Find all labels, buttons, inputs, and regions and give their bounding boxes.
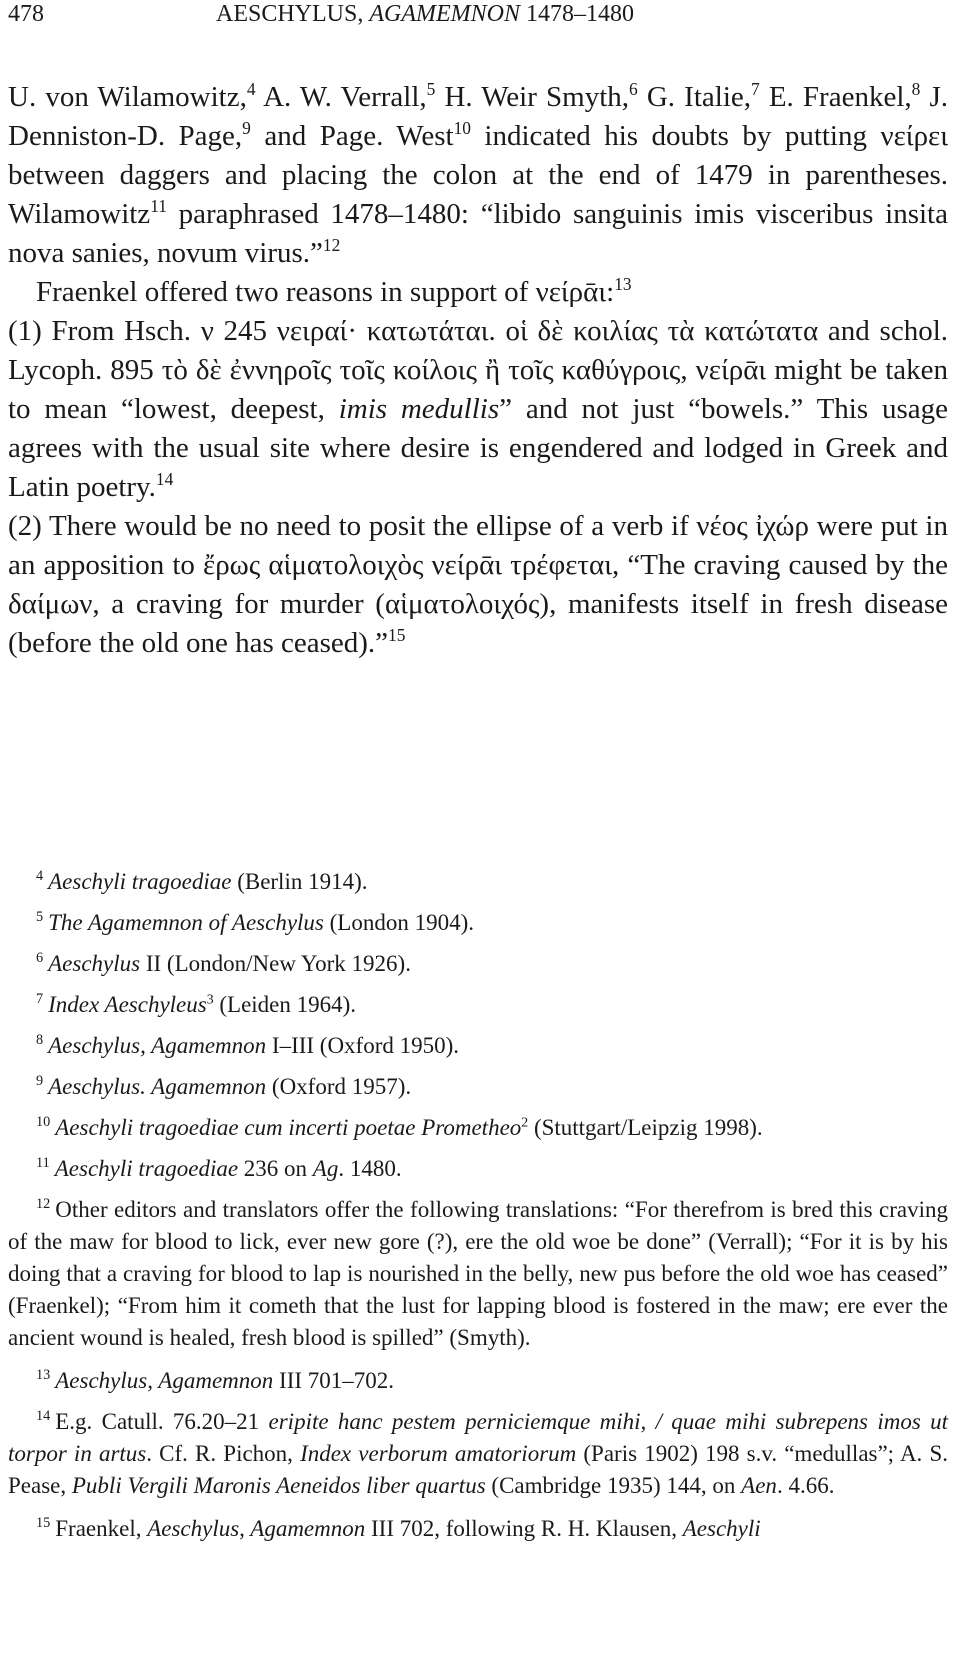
footnote-number: 12 [36,1196,51,1213]
footnote-text: (Paris 1902) 198 s.v. “medullas”; A. S. Pease, [8,1441,948,1498]
footnote-text: III 701–702. [273,1368,395,1393]
footnote-text: (London 1904). [323,910,475,935]
footnote-title: Publi Vergili Maronis Aeneidos liber quartus [71,1473,486,1498]
footnote-6 [8,948,948,980]
footnote-number: 4 [36,868,44,885]
footnote-4 [8,866,948,898]
footnote-title: The Agamemnon of Aeschylus [48,910,324,935]
paragraph-1 [8,78,948,273]
text-run: E. Fraenkel, [759,81,912,113]
text-run: H. Weir Smyth, [435,81,630,113]
footnote-7 [8,989,948,1021]
footnote-title: Aeschylus [48,951,141,976]
footnote-ref-6[interactable]: 6 [629,79,638,100]
footnote-text: Other editors and translators offer the following translations: “For therefrom is bred this craving of the maw for blood to lick, ever new gore (?), ere the old woe be done” (Verrall); “For it is by his doing that a craving for blood to lap is nourished in the belly, new pus before the old woe has ceased” (Fraenkel); “From him it cometh that the lust for lapping blood is fostered in the maw; ere ever the ancient wound is healed, fresh blood is spilled” (Smyth). [8,1197,948,1350]
text-run: U. von Wilamowitz, [8,81,247,113]
footnote-number: 11 [36,1155,50,1172]
footnote-abbrev: Ag [312,1156,339,1181]
footnote-number: 15 [36,1515,51,1532]
footnote-abbrev: Aen [741,1473,777,1498]
footnote-number: 8 [36,1032,44,1049]
footnote-text: (Leiden 1964). [213,992,357,1017]
text-run: (1) From Hsch. ν 245 νειραί· κατωτάται. οἱ δὲ κοιλίας τὰ κατώτατα and schol. Lycoph. 895 τὸ δὲ ἐννηροῖς τοῖς κοίλοις ἢ τοῖς καθύγροις, νείρᾱι might be taken to mean “lowest, deepest, [8,315,948,425]
text-run: paraphrased 1478–1480: “libido sanguinis imis visceribus insita nova sanies, novum virus.” [8,198,948,269]
footnote-ref-7[interactable]: 7 [751,79,760,100]
latin-quotation: eripite hanc pestem perniciemque mihi, / quae mihi subrepens imos ut torpor in artus [8,1409,948,1466]
footnote-11 [8,1153,948,1185]
footnote-text: . Cf. R. Pichon, [146,1441,301,1466]
footnote-number: 9 [36,1073,44,1090]
footnote-title: Aeschyli tragoediae [48,869,232,894]
footnote-number: 5 [36,909,44,926]
footnote-13 [8,1365,948,1397]
footnote-title: Aeschyli [682,1516,761,1541]
footnote-10 [8,1112,948,1144]
page-number: 478 [8,1,44,27]
footnote-number: 6 [36,950,44,967]
text-run: (2) There would be no need to posit the ellipse of a verb if νέος ἰχώρ were put in an apposition to ἔρως αἱματολοιχὸς νείρᾱι τρέφεται, “The craving caused by the δαίμων, a craving for murder (αἱματολοιχός), manifests itself in fresh disease (before the old one has ceased).” [8,510,948,659]
footnote-text: II (London/New York 1926). [140,951,411,976]
footnotes [8,866,948,1554]
text-run: indicated his doubts by putting νείρει between daggers and placing the colon at the end of 1479 in parentheses. Wilamowitz [8,120,949,230]
footnote-title: Index verborum amatoriorum [300,1441,577,1466]
footnote-text: (Oxford 1957). [266,1074,412,1099]
text-run: ” and not just “bowels.” This usage agrees with the usual site where desire is engendered and lodged in Greek and Latin poetry. [8,393,948,503]
footnote-ref-15[interactable]: 15 [388,625,406,646]
footnote-ref-10[interactable]: 10 [453,118,471,139]
footnote-number: 14 [36,1408,51,1425]
footnote-ref-11[interactable]: 11 [150,196,167,217]
footnote-text: . 4.66. [776,1473,835,1498]
footnote-9 [8,1071,948,1103]
footnote-title: Aeschylus. Agamemnon [48,1074,267,1099]
footnote-5 [8,907,948,939]
running-title-lines: 1478–1480 [520,1,635,27]
edition-superscript: 2 [521,1114,529,1130]
footnote-ref-5[interactable]: 5 [426,79,436,100]
paragraph-2 [8,273,948,312]
footnote-title: Aeschyli tragoediae cum incerti poetae Prometheo [55,1115,522,1140]
footnote-number: 10 [36,1114,51,1131]
running-title [216,0,634,28]
footnote-title: Aeschylus, Agamemnon [48,1033,267,1058]
footnote-14 [8,1406,948,1502]
text-run: A. W. Verrall, [255,81,427,113]
footnote-text: Fraenkel, [55,1516,148,1541]
footnote-text: III 702, following R. H. Klausen, [365,1516,683,1541]
text-run: G. Italie, [637,81,751,113]
footnote-15 [8,1513,948,1545]
text-run: and Page. West [250,120,454,152]
footnote-text: 236 on [238,1156,313,1181]
paragraph-4 [8,507,948,663]
footnote-text: (Stuttgart/Leipzig 1998). [528,1115,763,1140]
footnote-text: . 1480. [338,1156,402,1181]
footnote-title: Aeschylus, Agamemnon [147,1516,366,1541]
paragraph-3 [8,312,948,507]
text-run: Fraenkel offered two reasons in support of νείρᾱι: [36,276,615,308]
edition-superscript: 3 [206,991,214,1007]
footnote-ref-8[interactable]: 8 [911,79,921,100]
footnote-text: (Cambridge 1935) 144, on [485,1473,742,1498]
footnote-title: Aeschylus, Agamemnon [55,1368,274,1393]
footnote-number: 7 [36,991,44,1008]
footnote-ref-12[interactable]: 12 [322,235,341,256]
italic-phrase: imis medullis [338,393,500,425]
running-title-author: AESCHYLUS, [216,1,370,27]
footnote-title: Aeschyli tragoediae [54,1156,239,1181]
footnote-ref-14[interactable]: 14 [155,469,174,490]
text-run: J. Denniston-D. Page, [8,81,949,152]
footnote-8 [8,1030,948,1062]
footnote-number: 13 [36,1367,51,1384]
running-title-work: AGAMEMNON [369,1,521,27]
footnote-12 [8,1194,948,1354]
footnote-text: E.g. Catull. 76.20–21 [55,1409,269,1434]
footnote-ref-4[interactable]: 4 [246,79,256,100]
footnote-text: (Berlin 1914). [231,869,368,894]
main-text [8,78,948,663]
footnote-ref-9[interactable]: 9 [242,118,251,139]
footnote-ref-13[interactable]: 13 [614,274,632,295]
footnote-title: Index Aeschyleus [48,992,207,1017]
running-header [8,0,950,32]
footnote-text: I–III (Oxford 1950). [266,1033,460,1058]
